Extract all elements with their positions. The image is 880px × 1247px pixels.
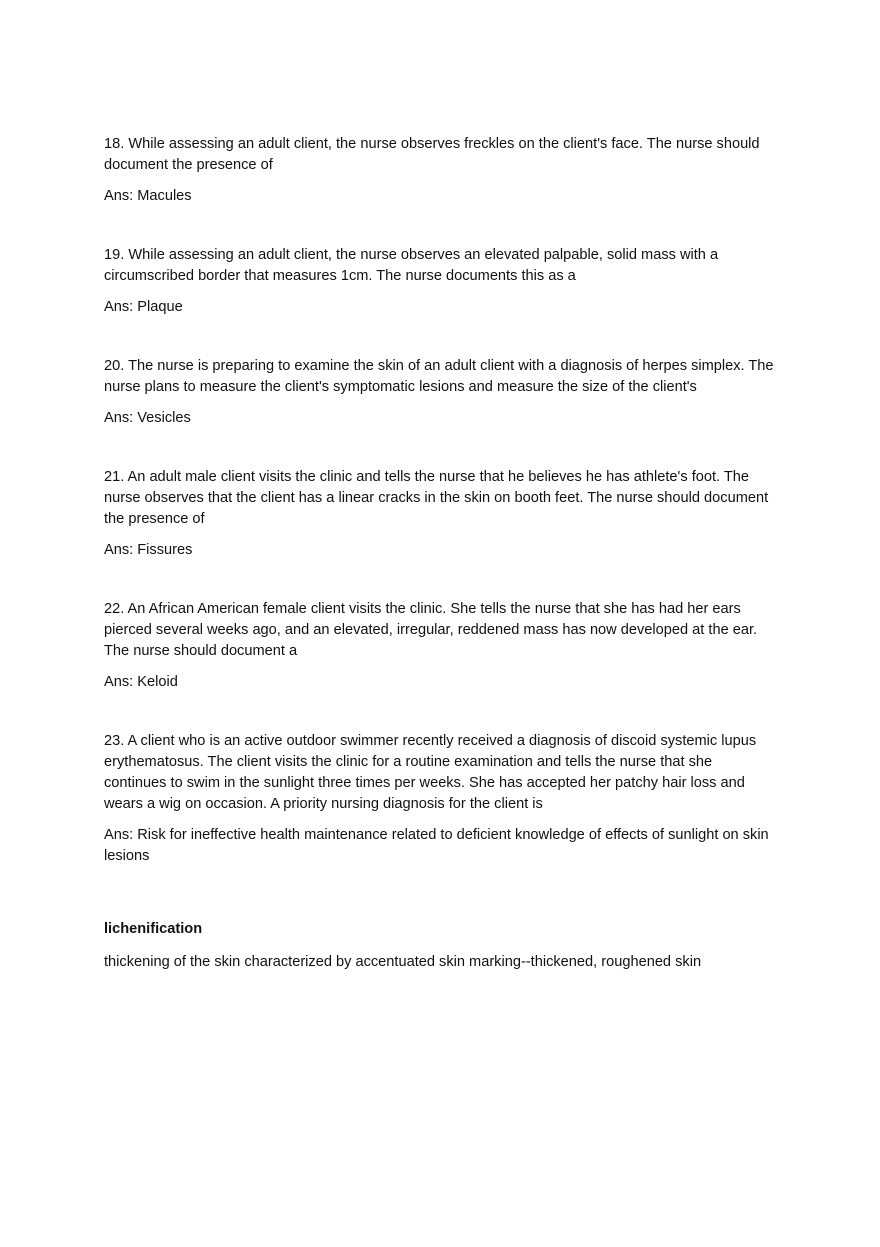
question-item-22: [104, 599, 776, 693]
question-item-19: [104, 245, 776, 318]
term-definition: [104, 919, 776, 973]
question-item-18: [104, 134, 776, 207]
question-text: 20. The nurse is preparing to examine the skin of an adult client with a diagnosis of herpes simplex. The nurse plans to measure the client's symptomatic lesions and measure the size of the client's: [104, 358, 774, 395]
question-text: 23. A client who is an active outdoor swimmer recently received a diagnosis of discoid systemic lupus erythematosus. The client visits the clinic for a routine examination and tells the nurse that she continues to swim in the sunlight three times per weeks. She has accepted her patchy hair loss and wears a wig on occasion. A priority nursing diagnosis for the client is: [104, 733, 757, 812]
question-text: 21. An adult male client visits the clinic and tells the nurse that he believes he has athlete's foot. The nurse observes that the client has a linear cracks in the skin on booth feet. The nurse should document the presence of: [104, 469, 769, 527]
question-item-21: [104, 467, 776, 561]
question-text: 18. While assessing an adult client, the nurse observes freckles on the client's face. The nurse should document the presence of: [104, 136, 760, 173]
term-title: lichenification: [104, 921, 203, 937]
question-item-23: [104, 731, 776, 867]
answer-text: Ans: Vesicles: [104, 410, 191, 426]
answer-text: Ans: Risk for ineffective health maintenance related to deficient knowledge of effects of sunlight on skin lesions: [104, 827, 769, 864]
question-item-20: [104, 356, 776, 429]
question-text: 22. An African American female client visits the clinic. She tells the nurse that she has had her ears pierced several weeks ago, and an elevated, irregular, reddened mass has now developed at the ear. The nurse should document a: [104, 601, 758, 659]
question-text: 19. While assessing an adult client, the nurse observes an elevated palpable, solid mass with a circumscribed border that measures 1cm. The nurse documents this as a: [104, 247, 719, 284]
answer-text: Ans: Macules: [104, 188, 192, 204]
answer-text: Ans: Fissures: [104, 542, 193, 558]
term-definition-text: thickening of the skin characterized by accentuated skin marking--thickened, roughened skin: [104, 954, 702, 970]
answer-text: Ans: Keloid: [104, 674, 178, 690]
document-content: [104, 134, 776, 973]
answer-text: Ans: Plaque: [104, 299, 183, 315]
